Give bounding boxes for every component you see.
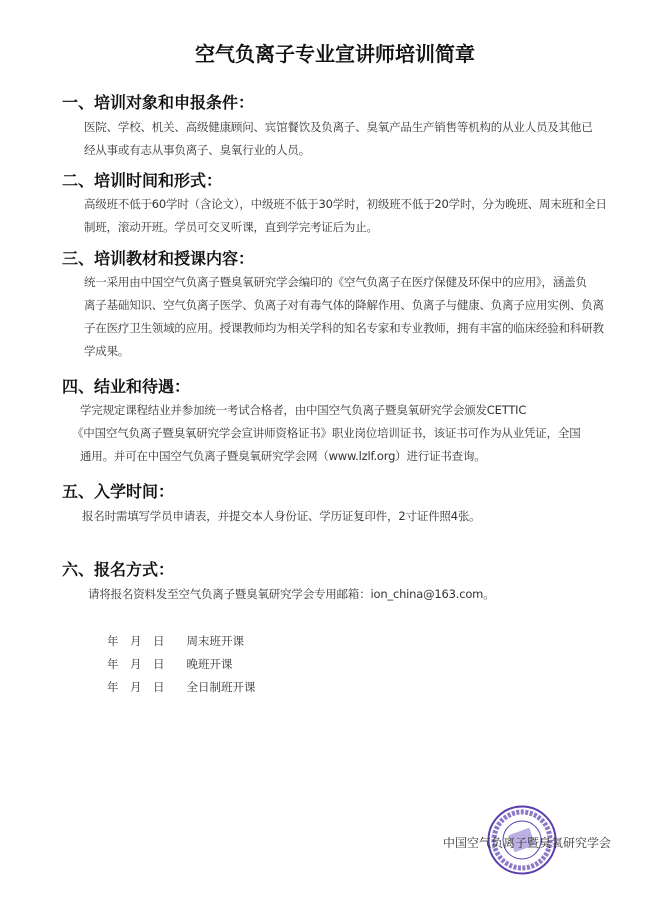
paragraph-line: 子在医疗卫生领域的应用。授课教师均为相关学科的知名专家和专业教师，拥有丰富的临床经验和科研教 — [84, 321, 604, 335]
paragraph-line: 经从事或有志从事负离子、臭氧行业的人员。 — [84, 143, 310, 157]
paragraph-line: 医院、学校、机关、高级健康顾问、宾馆餐饮及负离子、臭氧产品生产销售等机构的从业人员及其他已 — [84, 120, 593, 134]
paragraph-line: 统一采用由中国空气负离子暨臭氧研究学会编印的《空气负离子在医疗保健及环保中的应用》，涵盖负 — [84, 275, 587, 289]
registration-email-line: 请将报名资料发至空气负离子暨臭氧研究学会专用邮箱：ion_china@163.com。 — [88, 587, 495, 601]
paragraph-line: 报名时需填写学员申请表，并提交本人身份证、学历证复印件，2寸证件照4张。 — [82, 509, 481, 523]
page-title: 空气负离子专业宣讲师培训简章 — [195, 42, 475, 66]
schedule-label: 晚班开课 — [186, 657, 233, 671]
organization-signature: 中国空气负离子暨臭氧研究学会 — [443, 836, 612, 850]
section-heading-schedule-format: 二、培训时间和形式： — [62, 171, 223, 190]
paragraph-line: 离子基础知识、空气负离子医学、负离子对有毒气体的降解作用、负离子与健康、负离子应用实例、负离 — [84, 298, 604, 312]
paragraph-line: 通用。并可在中国空气负离子暨臭氧研究学会网（www.lzlf.org）进行证书查询。 — [80, 449, 486, 463]
section-heading-materials: 三、培训教材和授课内容： — [62, 249, 255, 268]
schedule-label: 全日制班开课 — [186, 680, 256, 694]
schedule-row — [107, 679, 256, 695]
section-heading-eligibility: 一、培训对象和申报条件： — [62, 93, 255, 112]
section-heading-enrollment: 五、入学时间： — [62, 482, 175, 501]
section-heading-completion: 四、结业和待遇： — [62, 377, 191, 396]
schedule-row — [107, 656, 233, 672]
schedule-label: 周末班开课 — [186, 634, 244, 648]
paragraph-line: 学成果。 — [84, 344, 130, 358]
schedule-date: 年 月 日 — [107, 680, 165, 694]
paragraph-line: 制班，滚动开班。学员可交叉听课，直到学完考证后为止。 — [84, 220, 378, 234]
section-heading-registration: 六、报名方式： — [62, 560, 175, 579]
schedule-row — [107, 633, 244, 649]
paragraph-line: 《中国空气负离子暨臭氧研究学会宣讲师资格证书》职业岗位培训证书，该证书可作为从业凭证，全国 — [72, 426, 581, 440]
schedule-date: 年 月 日 — [107, 657, 165, 671]
paragraph-line: 高级班不低于60学时（含论文），中级班不低于30学时，初级班不低于20学时，分为晚班、周末班和全日 — [84, 197, 607, 211]
schedule-date: 年 月 日 — [107, 634, 165, 648]
paragraph-line: 学完规定课程结业并参加统一考试合格者，由中国空气负离子暨臭氧研究学会颁发CETTIC — [80, 403, 527, 417]
